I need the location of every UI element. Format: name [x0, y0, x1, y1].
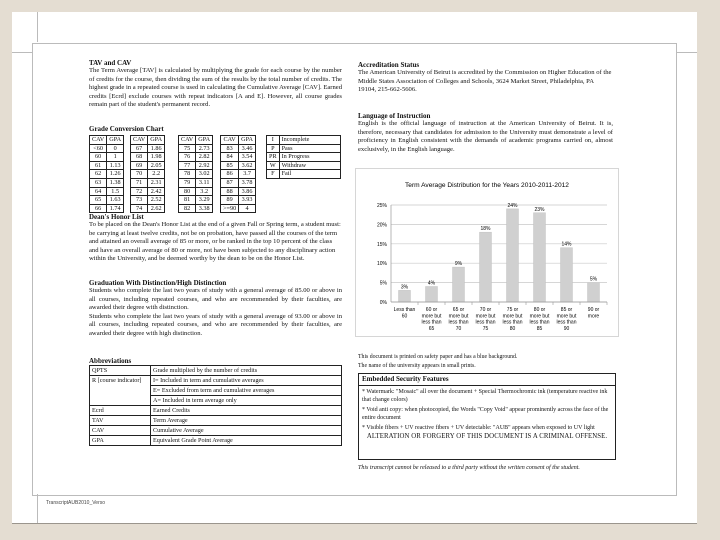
gpa-cell: 3.78 — [239, 178, 256, 187]
language-section — [358, 112, 613, 154]
gpa-cell: 3.29 — [196, 196, 213, 205]
bar — [588, 283, 600, 302]
gpa-cell: 2.92 — [196, 161, 213, 170]
abbreviation-meaning: Cumulative Average — [151, 426, 342, 436]
bar — [399, 290, 411, 302]
gpa-cell: 3.86 — [239, 187, 256, 196]
cav-cell: 68 — [131, 153, 148, 162]
section-title: TAV and CAV — [89, 59, 132, 67]
tav-cav-section — [89, 59, 342, 110]
section-text: The American University of Beirut is accredited by the Commission on Higher Education of the Middle States Association of Colleges and Schools, 3624 Market Street, Philadelphia, PA 19104, 215-662-5606. — [358, 69, 612, 93]
table-row — [90, 436, 342, 446]
y-tick-label: 0% — [379, 300, 387, 306]
abbreviation-meaning: Equivalent Grade Point Average — [151, 436, 342, 446]
cav-cell: 74 — [131, 204, 148, 213]
gpa-cell: 4 — [239, 204, 256, 213]
table-row — [267, 153, 341, 162]
column-header: CAV — [90, 136, 107, 145]
crop-mark — [12, 52, 32, 53]
abbreviation — [90, 396, 151, 406]
y-tick-label: 15% — [376, 241, 387, 248]
cav-cell: 89 — [221, 196, 239, 205]
x-tick-label: 90 or more — [587, 307, 600, 320]
cav-cell: 72 — [131, 187, 148, 196]
disclaimer: This transcript cannot be released to a third party without the written consent of the student. — [358, 465, 580, 471]
y-tick-label: 20% — [376, 222, 387, 229]
data-label: 9% — [454, 261, 463, 268]
cav-cell: 88 — [221, 187, 239, 196]
abbreviation: R [course indicator] — [90, 376, 151, 386]
cav-cell: 77 — [179, 161, 196, 170]
note: This document is printed on safety paper and has a blue background. — [358, 354, 518, 360]
table-row — [90, 376, 342, 386]
cav-cell: 76 — [179, 153, 196, 162]
cav-cell: 61 — [90, 161, 107, 170]
graduation-section — [89, 279, 342, 338]
bar — [507, 209, 519, 302]
table-row — [90, 386, 342, 396]
grade-code: I — [267, 136, 280, 145]
table-row — [131, 204, 165, 213]
grade-table — [89, 135, 124, 213]
table-row — [267, 144, 341, 153]
cav-cell: 83 — [221, 144, 239, 153]
table-row — [90, 170, 124, 179]
data-label: 4% — [427, 280, 436, 287]
table-row — [131, 196, 165, 205]
table-row — [221, 187, 256, 196]
accreditation-section — [358, 61, 613, 95]
column-header: GPA — [196, 136, 213, 145]
y-tick-label: 25% — [376, 203, 387, 209]
grade-table — [220, 135, 256, 213]
grade-code: F — [267, 170, 280, 179]
gpa-cell: 2.05 — [148, 161, 165, 170]
table-row — [179, 178, 213, 187]
crop-mark — [676, 52, 697, 53]
abbreviation — [90, 386, 151, 396]
x-tick-label: 85 or more but less than 90 — [556, 307, 577, 332]
gpa-cell: 1.98 — [148, 153, 165, 162]
gpa-cell: 3.11 — [196, 178, 213, 187]
gpa-cell: 3.7 — [239, 170, 256, 179]
cav-cell: 71 — [131, 178, 148, 187]
section-text: Students who complete the last two years of study with a general average of 93.00 or above in all courses, including repeated courses, and who are recommended by their faculties, are awarded their degree with high distinction. — [89, 312, 342, 337]
table-header-row — [90, 136, 124, 145]
security-features-box — [358, 373, 616, 460]
table-row — [221, 204, 256, 213]
data-label: 5% — [589, 276, 598, 283]
cav-cell: 85 — [221, 161, 239, 170]
section-text: To be placed on the Dean's Honor List at the end of a given Fall or Spring term, a student must: be carrying at least twelve credits, not be on probation, have passed all the courses of the term and attained an overall average of 85 or more, or be ranked in the top 10 percent of the class and have an overall average of 80 or more, not have been subjected to any disciplinary action within the University, and be deemed worthy by the dean to be on the Honor List. — [89, 221, 341, 262]
cav-cell: 78 — [179, 170, 196, 179]
abbreviations-section — [89, 357, 342, 446]
x-tick-label: 75 or more but less than 80 — [502, 307, 523, 332]
table-row — [131, 170, 165, 179]
x-tick-label: 60 or more but less than 65 — [421, 307, 442, 332]
section-title: Accreditation Status — [358, 61, 420, 69]
abbreviation: GPA — [90, 436, 151, 446]
abbreviation: CAV — [90, 426, 151, 436]
section-title: Embedded Security Features — [359, 374, 615, 386]
table-row — [90, 366, 342, 376]
security-warning: ALTERATION OR FORGERY OF THIS DOCUMENT IS A CRIMINAL OFFENSE. — [366, 432, 608, 440]
gpa-cell: 1.13 — [107, 161, 124, 170]
gpa-cell: 2.62 — [148, 204, 165, 213]
gpa-cell: 2.73 — [196, 144, 213, 153]
abbreviation: QPTS — [90, 366, 151, 376]
gpa-cell: 1.38 — [107, 178, 124, 187]
bar — [453, 267, 465, 302]
cav-cell: 67 — [131, 144, 148, 153]
cav-cell: 86 — [221, 170, 239, 179]
security-item: * Visible fibers + UV reactive fibers + UV detectable: "AUB" appears when exposed to UV light — [362, 425, 595, 432]
grade-code: W — [267, 161, 280, 170]
gpa-cell: 2.52 — [148, 196, 165, 205]
section-title: Grade Conversion Chart — [89, 125, 164, 133]
cav-cell: 80 — [179, 187, 196, 196]
gpa-cell: 3.93 — [239, 196, 256, 205]
grade-table — [130, 135, 165, 213]
gpa-cell: 2.31 — [148, 178, 165, 187]
cav-cell: 65 — [90, 196, 107, 205]
abbreviation: Ecrd — [90, 406, 151, 416]
cav-cell: 64 — [90, 187, 107, 196]
x-tick-label: 70 or more but less than 75 — [475, 307, 496, 332]
table-header-row — [221, 136, 256, 145]
crop-mark — [37, 494, 38, 523]
table-row — [179, 144, 213, 153]
gpa-cell: 3.2 — [196, 187, 213, 196]
note: The name of the university appears in small prints. — [358, 363, 476, 369]
gpa-cell: 1.86 — [148, 144, 165, 153]
gpa-cell: 1 — [107, 153, 124, 162]
abbreviation-meaning: A= Included in term average only — [151, 396, 342, 406]
chart-svg — [356, 169, 618, 336]
column-header: CAV — [131, 136, 148, 145]
table-row — [221, 153, 256, 162]
table-row — [221, 196, 256, 205]
table-header-row — [179, 136, 213, 145]
abbreviation-meaning: I= Included in term and cumulative averages — [151, 376, 342, 386]
grade-legend-table — [266, 135, 341, 179]
table-row — [131, 187, 165, 196]
section-text: The Term Average [TAV] is calculated by multiplying the grade for each course by the number of credits for the course, then dividing the sum of the results by the total number of credits. The highest grade in a repeated course is used in calculating the Cumulative Average [CAV]. Earned credits [Ecrd] exclude courses with repeat indicators [A and E]. However, all course grades remain part of the student's permanent record. — [89, 67, 342, 108]
security-item: * Void anti copy: when photocopied, the Words "Copy Void" appear prominently across the face of the entire document — [362, 407, 609, 421]
gpa-cell: 2.42 — [148, 187, 165, 196]
table-row — [90, 406, 342, 416]
cav-cell: 81 — [179, 196, 196, 205]
section-text: English is the official language of instruction at the American University of Beirut. It is, therefore, necessary that candidates for admission to the University must demonstrate a level of proficiency in English consistent with the demands of academic programs carried on, almost exclusively, in the English language. — [358, 120, 613, 153]
cav-cell: 84 — [221, 153, 239, 162]
bar — [534, 213, 546, 302]
table-row — [90, 196, 124, 205]
grade-meaning: Incomplete — [279, 136, 340, 145]
cav-cell: 73 — [131, 196, 148, 205]
grade-code: PR — [267, 153, 280, 162]
table-row — [267, 136, 341, 145]
gpa-cell: 1.74 — [107, 204, 124, 213]
abbreviation: TAV — [90, 416, 151, 426]
cav-cell: 63 — [90, 178, 107, 187]
cav-cell: 79 — [179, 178, 196, 187]
data-label: 18% — [480, 226, 491, 233]
cav-cell: 75 — [179, 144, 196, 153]
table-row — [131, 153, 165, 162]
gpa-cell: 3.54 — [239, 153, 256, 162]
section-text: Students who complete the last two years of study with a general average of 85.00 or above in all courses, including repeated courses, and who are recommended by their faculties, are awarded their degree with distinction. — [89, 287, 342, 311]
table-row — [90, 178, 124, 187]
cav-cell: 69 — [131, 161, 148, 170]
grade-conversion-chart — [89, 125, 342, 213]
data-label: 23% — [534, 206, 545, 213]
grade-table — [178, 135, 213, 213]
x-tick-label: Less than 60 — [393, 307, 416, 320]
column-header: CAV — [179, 136, 196, 145]
table-row — [90, 426, 342, 436]
grade-meaning: In Progress — [279, 153, 340, 162]
abbreviation-meaning: Term Average — [151, 416, 342, 426]
table-row — [90, 396, 342, 406]
table-header-row — [131, 136, 165, 145]
table-row — [267, 161, 341, 170]
table-row — [131, 161, 165, 170]
cav-cell: >=90 — [221, 204, 239, 213]
table-row — [179, 170, 213, 179]
gpa-cell: 0 — [107, 144, 124, 153]
table-row — [221, 170, 256, 179]
table-row — [90, 161, 124, 170]
data-label: 14% — [561, 241, 572, 248]
gpa-cell: 3.02 — [196, 170, 213, 179]
table-row — [131, 178, 165, 187]
abbreviation-meaning: E= Excluded from term and cumulative averages — [151, 386, 342, 396]
bar — [480, 232, 492, 302]
grade-code: P — [267, 144, 280, 153]
cav-cell: 60 — [90, 153, 107, 162]
table-row — [90, 187, 124, 196]
data-label: 24% — [507, 202, 518, 209]
term-average-chart — [355, 168, 619, 337]
notes — [358, 353, 616, 371]
table-row — [90, 144, 124, 153]
table-row — [221, 161, 256, 170]
deans-honor-section — [89, 213, 342, 264]
y-tick-label: 10% — [376, 261, 387, 268]
x-tick-label: 80 or more but less than 85 — [529, 307, 550, 332]
cav-cell: 82 — [179, 204, 196, 213]
section-title: Abbreviations — [89, 357, 132, 365]
table-row — [90, 204, 124, 213]
footer-filename: TranscriptAUB2010_Verso — [46, 500, 106, 506]
bar — [426, 286, 438, 302]
table-row — [179, 196, 213, 205]
cav-cell: <60 — [90, 144, 107, 153]
abbreviations-table — [89, 365, 342, 446]
y-tick-label: 5% — [379, 280, 387, 287]
chart-title: Term Average Distribution for the Years 2010-2011-2012 — [405, 182, 569, 189]
abbreviation-meaning: Earned Credits — [151, 406, 342, 416]
cav-cell: 66 — [90, 204, 107, 213]
column-header: GPA — [107, 136, 124, 145]
section-title: Dean's Honor List — [89, 213, 144, 221]
bar — [561, 248, 573, 302]
gpa-cell: 3.62 — [239, 161, 256, 170]
table-row — [179, 161, 213, 170]
gpa-cell: 2.2 — [148, 170, 165, 179]
grade-meaning: Withdraw — [279, 161, 340, 170]
gpa-cell: 1.5 — [107, 187, 124, 196]
grade-meaning: Pass — [279, 144, 340, 153]
table-row — [267, 170, 341, 179]
table-row — [179, 204, 213, 213]
grade-meaning: Fail — [279, 170, 340, 179]
gpa-cell: 1.63 — [107, 196, 124, 205]
column-header: GPA — [239, 136, 256, 145]
cav-cell: 87 — [221, 178, 239, 187]
table-row — [131, 144, 165, 153]
gpa-cell: 3.38 — [196, 204, 213, 213]
cav-cell: 70 — [131, 170, 148, 179]
gpa-cell: 1.26 — [107, 170, 124, 179]
x-tick-label: 65 or more but less than 70 — [448, 307, 469, 332]
section-title: Language of Instruction — [358, 112, 431, 120]
table-row — [90, 153, 124, 162]
table-row — [179, 153, 213, 162]
crop-mark — [37, 12, 38, 42]
gpa-cell: 3.46 — [239, 144, 256, 153]
abbreviation-meaning: Grade multiplied by the number of credits — [151, 366, 342, 376]
column-header: CAV — [221, 136, 239, 145]
table-row — [221, 178, 256, 187]
section-title: Graduation With Distinction/High Distinction — [89, 279, 227, 287]
gpa-cell: 2.82 — [196, 153, 213, 162]
security-item: * Watermark: "Mosaic" all over the document + Special Thermochromic ink (temperature reactive ink that change colors) — [362, 389, 608, 403]
table-row — [221, 144, 256, 153]
table-row — [90, 416, 342, 426]
column-header: GPA — [148, 136, 165, 145]
data-label: 3% — [400, 284, 409, 291]
table-row — [179, 187, 213, 196]
cav-cell: 62 — [90, 170, 107, 179]
